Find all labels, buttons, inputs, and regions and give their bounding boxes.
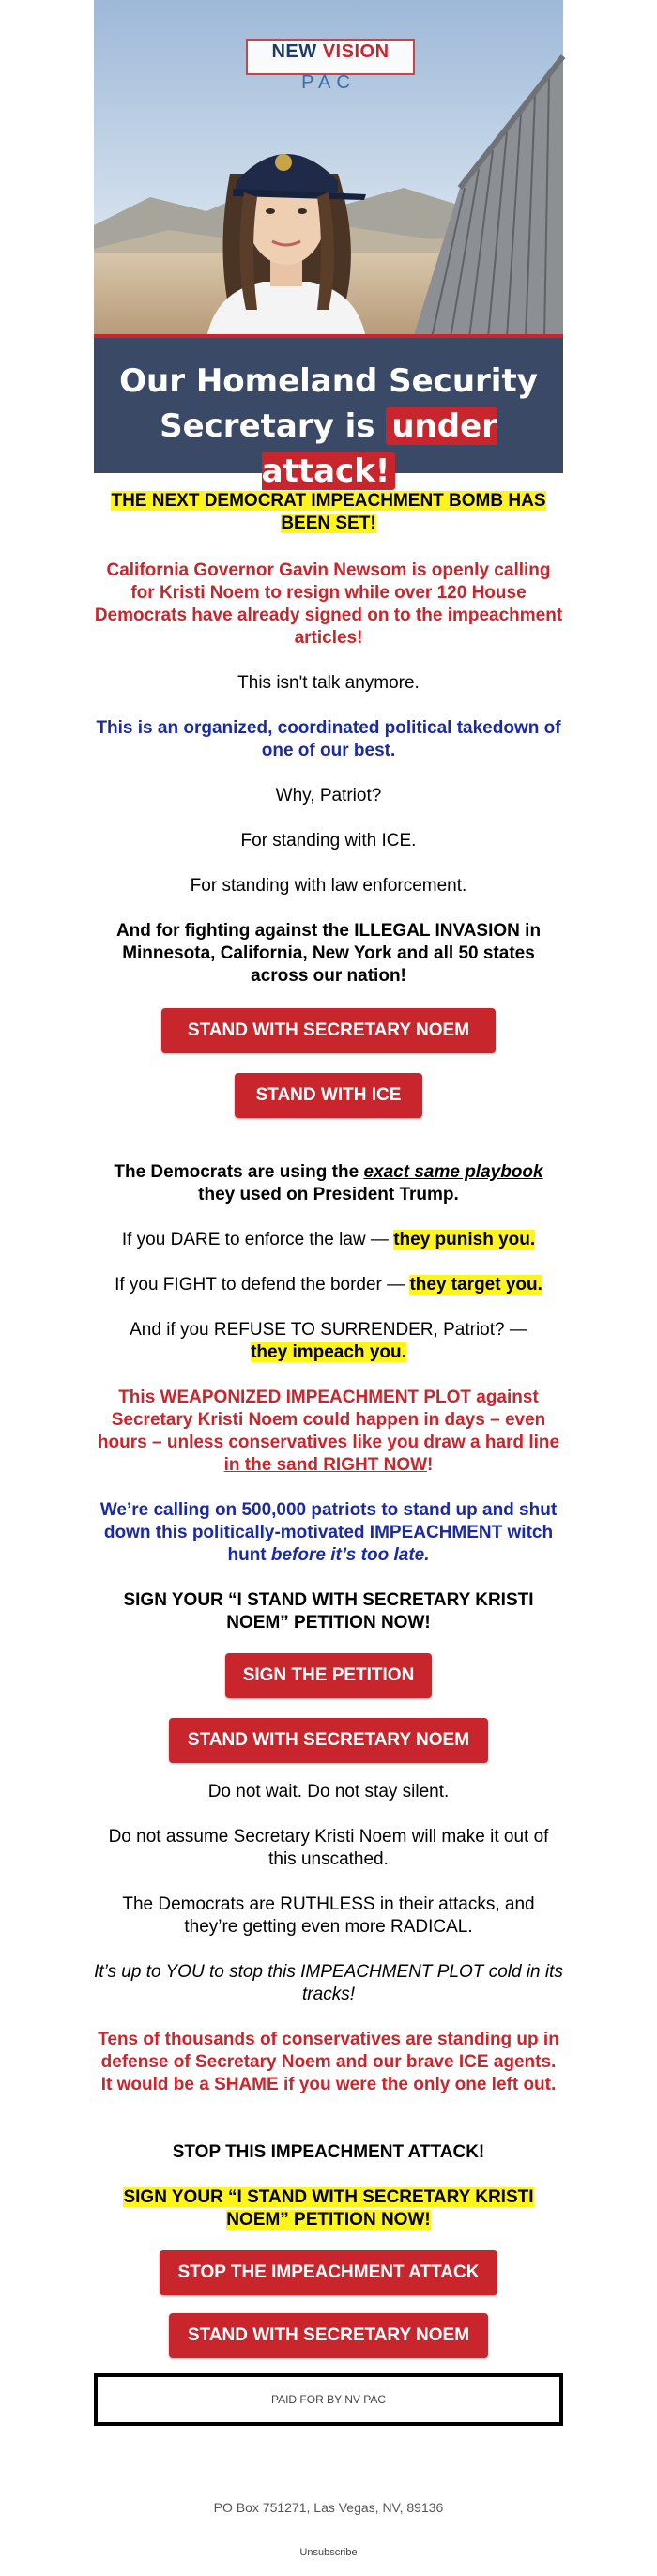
- border-wall-graphic: [375, 56, 563, 338]
- target-text-a: If you FIGHT to defend the border —: [115, 1275, 410, 1295]
- impeach-text-b: they impeach you.: [251, 1342, 406, 1362]
- headline-text: THE NEXT DEMOCRAT IMPEACHMENT BOMB HAS BEEN SET!: [111, 491, 546, 533]
- banner-line-1: Our Homeland Security: [119, 362, 538, 400]
- impeach-text-b-row: [94, 1342, 563, 1364]
- paragraph-playbook: [94, 1161, 563, 1206]
- paragraph-do-not-wait: Do not wait. Do not stay silent.: [207, 1782, 450, 1802]
- playbook-text-a: The Democrats are using the: [114, 1162, 364, 1182]
- plot-text-b: a hard line in the sand RIGHT NOW: [223, 1433, 560, 1475]
- punish-text-a: If you DARE to enforce the law —: [121, 1230, 394, 1250]
- plot-text-a: This WEAPONIZED IMPEACHMENT PLOT against Secretary Kristi Noem could happen in days – even hours – unless conservatives like you draw: [97, 1388, 546, 1452]
- banner-line-2: [94, 404, 563, 494]
- patriots-text-a: We’re calling on 500,000 patriots to stand up and shut down this politically-motivated IMPEACHMENT witch hunt: [99, 1500, 558, 1565]
- paragraph-up-to-you: It’s up to YOU to stop this IMPEACHMENT PLOT cold in its tracks!: [94, 1962, 563, 2004]
- paragraph-sign-petition: SIGN YOUR “I STAND WITH SECRETARY KRISTI NOEM” PETITION NOW!: [123, 1590, 534, 1633]
- paragraph-ice: For standing with ICE.: [240, 831, 417, 851]
- paragraph-impeach: [94, 1319, 563, 1364]
- headline: [94, 490, 563, 535]
- plot-text-c: !: [427, 1455, 434, 1475]
- patriots-text-b: before it’s too late.: [270, 1545, 430, 1565]
- paid-for-text: PAID FOR BY NV PAC: [270, 2393, 387, 2406]
- banner-headline: [94, 359, 563, 494]
- paragraph-stop-attack: STOP THIS IMPEACHMENT ATTACK!: [172, 2142, 485, 2162]
- pac-logo: [246, 39, 415, 75]
- hero-image: [94, 0, 563, 490]
- paragraph-not-talk: This isn't talk anymore.: [237, 673, 420, 693]
- paragraph-tens-of-thousands: Tens of thousands of conservatives are standing up in defense of Secretary Noem and our brave ICE agents. It would be a SHAME if you were the only one left out.: [98, 2030, 559, 2094]
- stand-with-noem-button-3[interactable]: STAND WITH SECRETARY NOEM: [169, 2313, 488, 2358]
- sign-petition-button[interactable]: SIGN THE PETITION: [225, 1653, 432, 1698]
- stand-with-noem-button-2[interactable]: STAND WITH SECRETARY NOEM: [169, 1718, 488, 1763]
- paid-for-disclaimer: [94, 2373, 563, 2426]
- paragraph-weaponized-plot: [94, 1387, 563, 1477]
- paragraph-target: [94, 1274, 563, 1296]
- paragraph-500000-patriots: [94, 1499, 563, 1567]
- sign-petition-2-text: SIGN YOUR “I STAND WITH SECRETARY KRISTI NOEM” PETITION NOW!: [123, 2187, 534, 2230]
- logo-word-new: NEW: [271, 41, 317, 62]
- secretary-portrait: [178, 89, 394, 338]
- paragraph-unscathed: Do not assume Secretary Kristi Noem will make it out of this unscathed.: [108, 1827, 549, 1869]
- hero-banner: [94, 334, 563, 490]
- stop-impeachment-button[interactable]: STOP THE IMPEACHMENT ATTACK: [160, 2250, 497, 2295]
- paragraph-punish: [94, 1229, 563, 1251]
- paragraph-why-patriot: Why, Patriot?: [275, 786, 382, 805]
- banner-highlight: under attack!: [261, 407, 497, 490]
- target-text-b: they target you.: [409, 1275, 542, 1295]
- email-container: [94, 0, 563, 2558]
- playbook-text-c: they used on President Trump.: [198, 1185, 459, 1204]
- paragraph-takedown: This is an organized, coordinated political takedown of one of our best.: [96, 718, 561, 760]
- paragraph-newsom: California Governor Gavin Newsom is openly calling for Kristi Noem to resign while over 120 House Democrats have already signed on to the impeachment articles!: [94, 560, 563, 648]
- logo-word-vision: VISION: [322, 41, 390, 62]
- impeach-text-a: And if you REFUSE TO SURRENDER, Patriot? —: [130, 1320, 527, 1340]
- stand-with-ice-button[interactable]: STAND WITH ICE: [235, 1073, 422, 1118]
- paragraph-law-enforcement: For standing with law enforcement.: [190, 876, 467, 896]
- mailing-address: PO Box 751271, Las Vegas, NV, 89136: [213, 2500, 444, 2515]
- paragraph-invasion: And for fighting against the ILLEGAL INVASION in Minnesota, California, New York and all 50 states across our nation!: [115, 921, 542, 986]
- logo-word-pac: PAC: [301, 72, 356, 93]
- stand-with-noem-button[interactable]: STAND WITH SECRETARY NOEM: [161, 1008, 496, 1053]
- banner-line-2-text: Secretary is: [160, 407, 375, 445]
- punish-text-b: they punish you.: [393, 1230, 536, 1250]
- playbook-text-b: exact same playbook: [363, 1162, 543, 1182]
- paragraph-ruthless: The Democrats are RUTHLESS in their attacks, and they’re getting even more RADICAL.: [122, 1894, 535, 1937]
- unsubscribe-link[interactable]: Unsubscribe: [299, 2547, 358, 2558]
- paragraph-sign-petition-2: [94, 2186, 563, 2231]
